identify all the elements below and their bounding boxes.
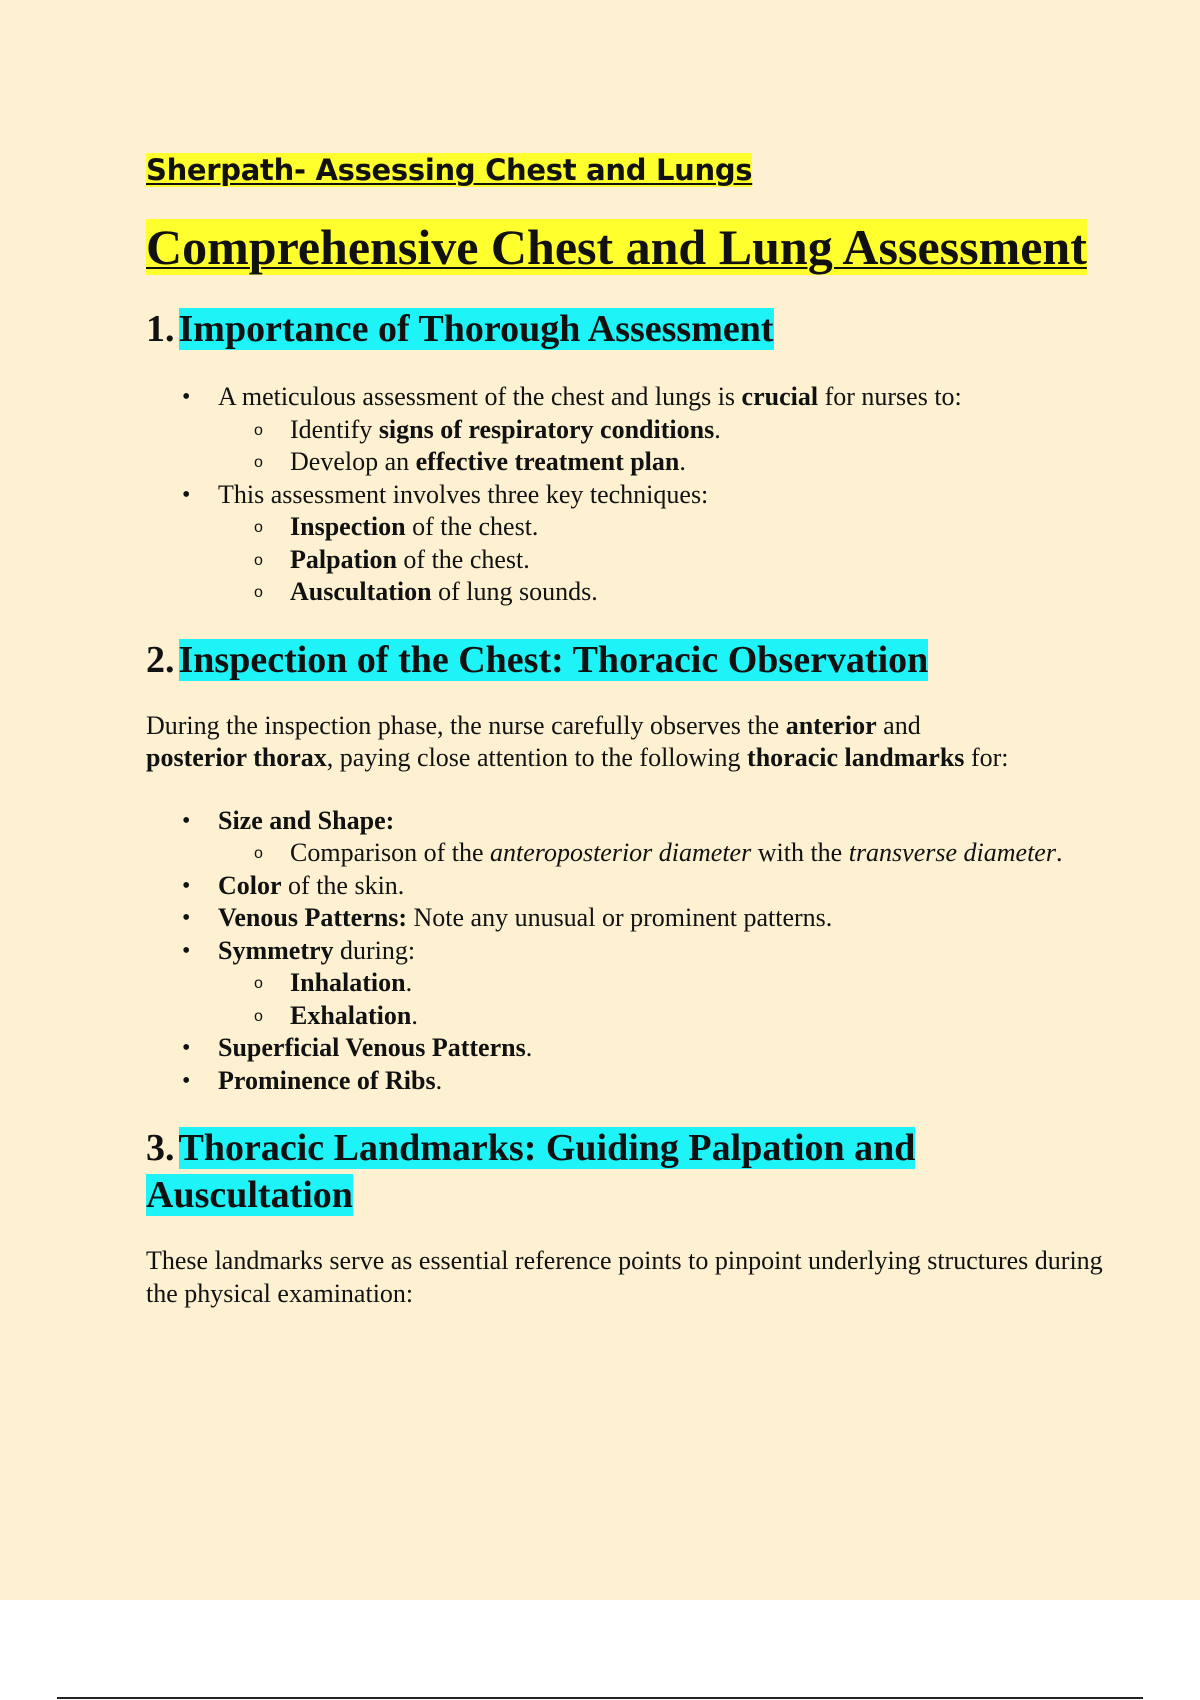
- course-line: Sherpath- Assessing Chest and Lungs: [146, 153, 753, 187]
- section-title: Thoracic Landmarks: Guiding Palpation and Auscultation: [146, 1127, 916, 1216]
- section-2-list: [146, 805, 1106, 1098]
- section-2-intro: During the inspection phase, the nurse carefully observes the anterior and posterior thorax, paying close attention to the following thoracic landmarks for:: [146, 710, 1009, 772]
- section-number: 2.: [146, 638, 175, 681]
- section-1-list: [146, 381, 1106, 609]
- sub-list-item: o Palpation of the chest.: [146, 544, 1106, 577]
- list-item: • Superficial Venous Patterns.: [146, 1032, 1106, 1065]
- sub-list-item: o Inhalation.: [146, 967, 1106, 1000]
- sub-list-item: o Comparison of the anteroposterior diameter with the transverse diameter.: [146, 837, 1106, 870]
- list-item: • Symmetry during:: [146, 935, 1106, 968]
- sub-list-item: o Identify signs of respiratory conditions.: [146, 414, 1106, 447]
- footer-divider: [57, 1697, 1143, 1699]
- section-2-heading: [146, 637, 1106, 684]
- list-item: • Venous Patterns: Note any unusual or prominent patterns.: [146, 902, 1106, 935]
- list-item: • A meticulous assessment of the chest and lungs is crucial for nurses to:: [146, 381, 1106, 414]
- section-number: 1.: [146, 308, 175, 350]
- section-number: 3.: [146, 1127, 175, 1169]
- section-3-heading: [146, 1125, 1106, 1219]
- document-title: Comprehensive Chest and Lung Assessment: [146, 219, 1087, 275]
- list-item: • Size and Shape:: [146, 805, 1106, 838]
- sub-list-item: o Auscultation of lung sounds.: [146, 576, 1106, 609]
- document-content: [146, 140, 1106, 1310]
- section-title: Inspection of the Chest: Thoracic Observation: [178, 638, 929, 681]
- sub-list-item: o Inspection of the chest.: [146, 511, 1106, 544]
- section-title: Importance of Thorough Assessment: [178, 308, 774, 350]
- sub-list-item: o Develop an effective treatment plan.: [146, 446, 1106, 479]
- list-item: • Prominence of Ribs.: [146, 1065, 1106, 1098]
- list-item: • This assessment involves three key techniques:: [146, 479, 1106, 512]
- list-item: • Color of the skin.: [146, 870, 1106, 903]
- section-1-heading: [146, 306, 1106, 353]
- section-3-intro: These landmarks serve as essential reference points to pinpoint underlying structures during the physical examination:: [146, 1246, 1103, 1308]
- sub-list-item: o Exhalation.: [146, 1000, 1106, 1033]
